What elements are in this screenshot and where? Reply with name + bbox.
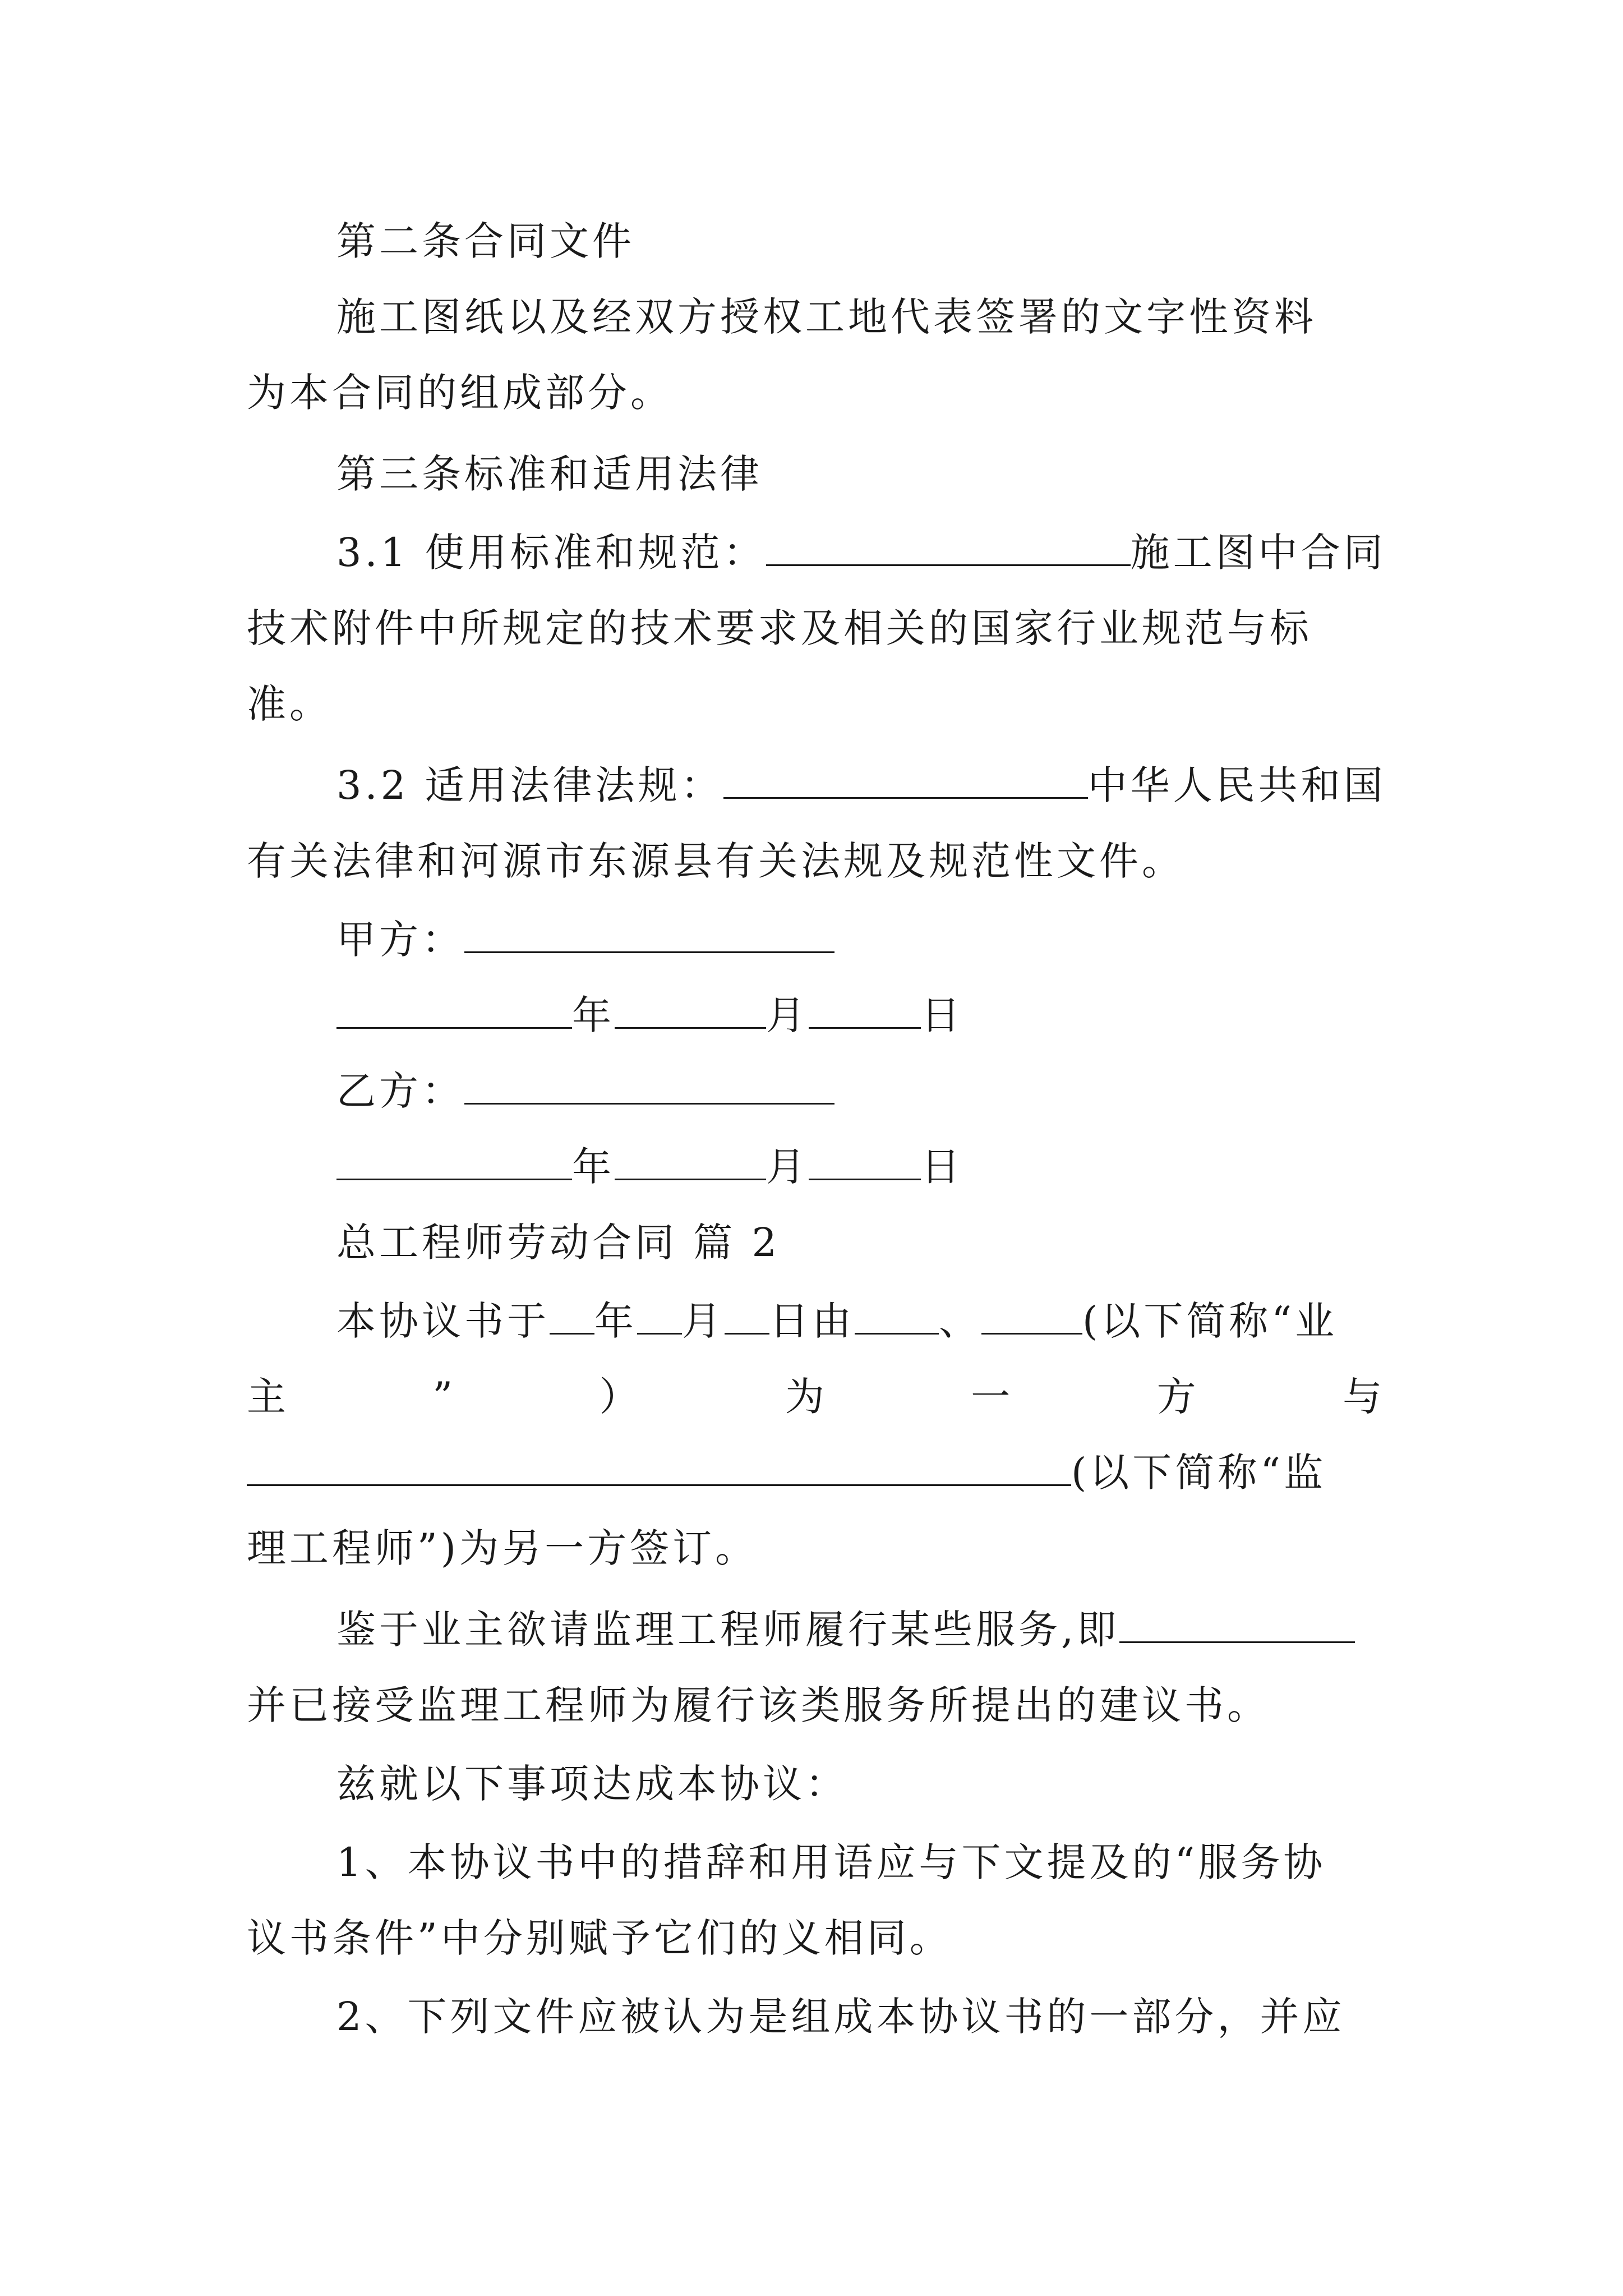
agreement-text: 、 [939,1298,981,1344]
paragraph-line: 有关法律和河源市东源县有关法规及规范性文件。 [247,838,1184,884]
paragraph-line: 施工图纸以及经双方授权工地代表签署的文字性资料 [336,294,1317,340]
party-a-label: 甲方： [336,917,464,963]
clause-text: 中华人民共和国 [1087,762,1386,808]
year-label: 年 [572,1144,615,1190]
section-title: 总工程师劳动合同 篇 2 [336,1220,781,1266]
clause-3-2 [336,754,1385,816]
clause-3-1 [336,522,1385,583]
supervisor-line [247,1442,1385,1503]
party-blank[interactable] [855,1298,939,1335]
agreement-text: 本协议书于 [336,1298,550,1344]
agreement-text: (以下简称“业 [1082,1298,1338,1344]
clause-label: 3.2 适用法律法规： [336,762,723,808]
agreement-line [336,1290,1385,1352]
service-blank[interactable] [1119,1607,1355,1643]
day-label: 日 [921,992,963,1038]
year-blank[interactable] [336,992,572,1029]
month-blank[interactable] [615,1144,766,1180]
year-blank[interactable] [336,1144,572,1180]
party-b-blank[interactable] [464,1068,834,1105]
spread-char: ） [599,1374,642,1420]
fill-blank[interactable] [766,530,1131,566]
day-blank[interactable] [809,992,921,1029]
date-row-b [336,1136,1385,1198]
paragraph-line: 技术附件中所规定的技术要求及相关的国家行业规范与标 [247,605,1312,651]
day-blank[interactable] [725,1298,769,1335]
day-label: 日 [769,1298,812,1344]
spread-char: 方 [1156,1374,1200,1420]
day-label: 日 [921,1144,963,1190]
month-blank[interactable] [615,992,766,1029]
agreement-text: 鉴于业主欲请监理工程师履行某些服务,即 [336,1607,1120,1653]
party-b-row [336,1060,1385,1122]
year-label: 年 [594,1298,637,1344]
month-label: 月 [766,992,809,1038]
fill-blank[interactable] [723,762,1088,799]
party-b-label: 乙方： [336,1068,464,1114]
paragraph-line: 议书条件”中分别赋予它们的义相同。 [247,1915,952,1961]
spread-char: 与 [1342,1374,1385,1420]
party-a-blank[interactable] [464,917,834,953]
paragraph-line: 并已接受监理工程师为履行该类服务所提出的建议书。 [247,1682,1270,1728]
item-2: 2、下列文件应被认为是组成本协议书的一部分，并应 [336,1994,1345,2040]
year-label: 年 [572,992,615,1038]
whereas-line [336,1599,1385,1660]
paragraph-line: 为本合同的组成部分。 [247,370,673,416]
agreement-text: (以下简称“监 [1071,1450,1327,1496]
month-label: 月 [766,1144,809,1190]
agreement-text: 由 [812,1298,855,1344]
spread-char: 一 [971,1374,1014,1420]
date-row-a [336,984,1385,1046]
paragraph-line: 准。 [247,681,332,727]
spread-char: ” [432,1374,457,1420]
spread-char: 为 [785,1374,828,1420]
party-a-row [336,909,1385,970]
spread-line [247,1366,1385,1428]
item-1: 1、本协议书中的措辞和用语应与下文提及的“服务协 [336,1839,1326,1885]
clause-label: 3.1 使用标准和规范： [336,530,766,576]
paragraph-line: 兹就以下事项达成本协议： [336,1761,848,1807]
paragraph-line: 理工程师”)为另一方签订。 [247,1525,758,1571]
spread-char: 主 [247,1374,289,1420]
month-label: 月 [682,1298,725,1344]
article-2-heading: 第二条合同文件 [336,218,635,264]
day-blank[interactable] [809,1144,921,1180]
clause-text: 施工图中合同 [1130,530,1386,576]
year-blank[interactable] [550,1298,594,1335]
supervisor-blank[interactable] [247,1450,1071,1486]
article-3-heading: 第三条标准和适用法律 [336,451,763,497]
party-blank[interactable] [981,1298,1082,1335]
month-blank[interactable] [637,1298,682,1335]
